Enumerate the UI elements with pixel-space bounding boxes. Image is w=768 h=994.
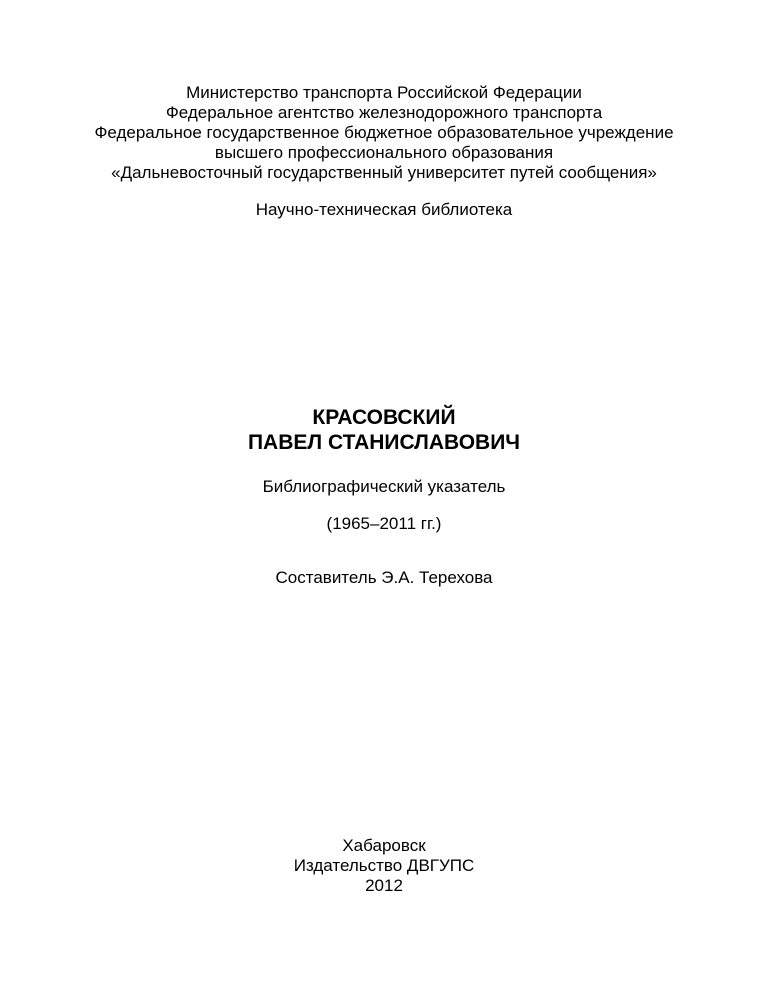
years-line: (1965–2011 гг.): [326, 514, 442, 533]
coverage-years: [0, 514, 768, 534]
compiler-line: Составитель Э.А. Терехова: [275, 568, 493, 587]
institution-header: [0, 83, 768, 183]
library-line: Научно-техническая библиотека: [255, 200, 513, 219]
document-subtitle: [0, 477, 768, 497]
compiler-credit: [0, 568, 768, 588]
title-given-names: ПАВЕЛ СТАНИСЛАВОВИЧ: [247, 431, 521, 454]
imprint-year: 2012: [365, 876, 403, 895]
imprint: [0, 836, 768, 896]
title-surname: КРАСОВСКИЙ: [312, 406, 456, 429]
university-name-line: «Дальневосточный государственный университет путей сообщения»: [111, 163, 657, 182]
imprint-publisher: Издательство ДВГУПС: [293, 856, 475, 875]
agency-line: Федеральное агентство железнодорожного транспорта: [165, 103, 603, 122]
education-level-line: высшего профессионального образования: [214, 143, 554, 162]
ministry-line: Министерство транспорта Российской Федерации: [186, 83, 582, 102]
imprint-city: Хабаровск: [342, 836, 426, 855]
institution-type-line: Федеральное государственное бюджетное образовательное учреждение: [94, 123, 674, 142]
document-title: [0, 405, 768, 455]
library-name: [0, 200, 768, 220]
subtitle-line: Библиографический указатель: [262, 477, 506, 496]
